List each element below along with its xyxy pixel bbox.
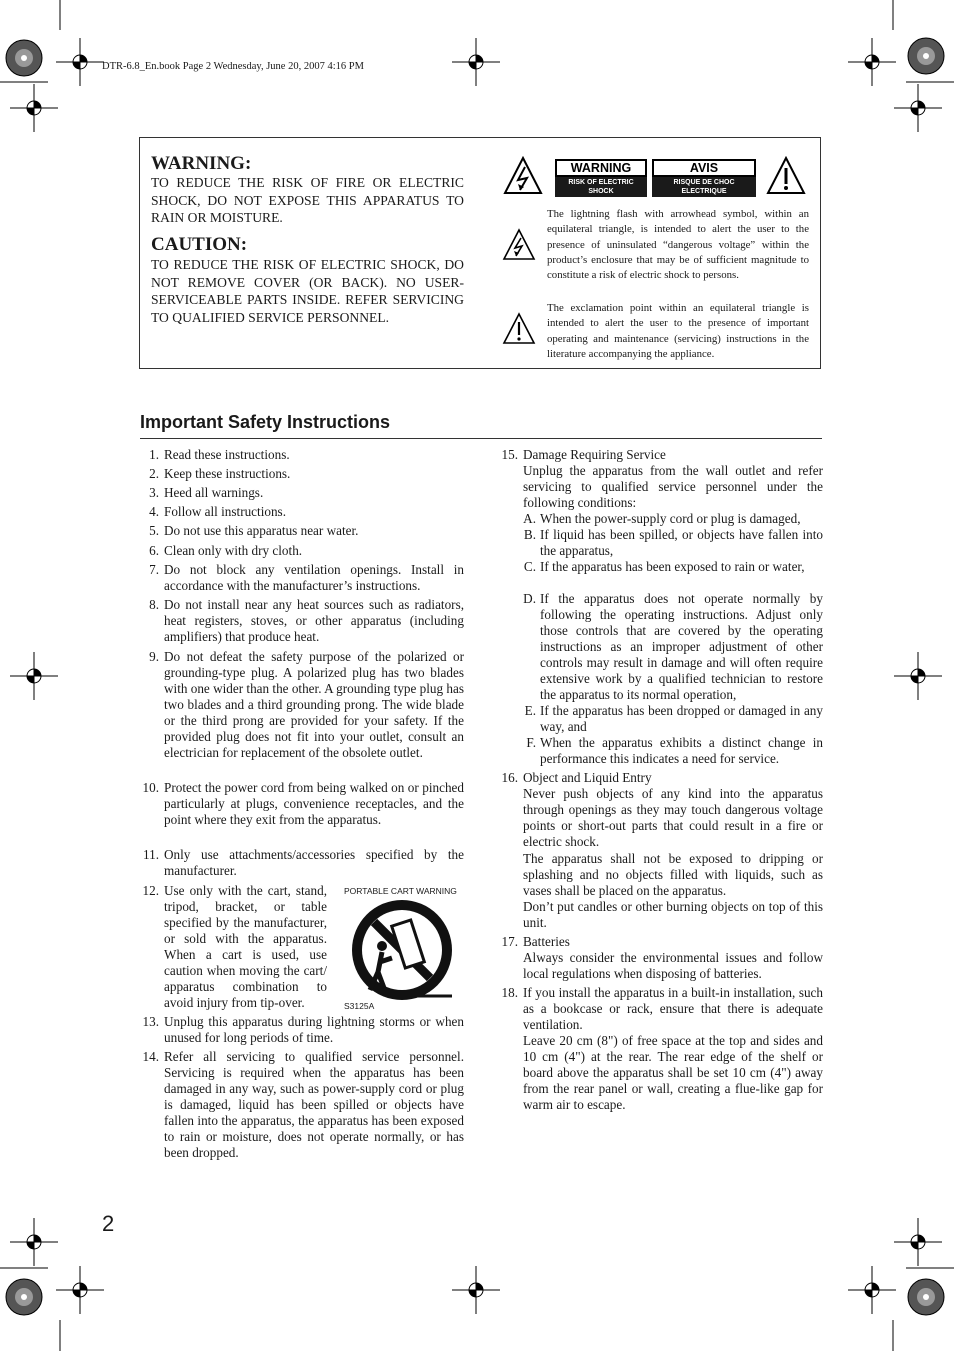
- warning-label-sub1: RISK OF ELECTRIC SHOCK: [568, 179, 634, 195]
- lightning-description: The lightning flash with arrowhead symbol, within an equilateral triangle, is intended to alert the user to the presence of uninsulated “dangerous voltage” within the product’s enclosure that may be of sufficient magnitude to constitute a risk of electric shock to persons.: [547, 208, 809, 282]
- lightning-triangle-icon: [503, 156, 543, 196]
- warning-label-title: WARNING: [555, 159, 647, 177]
- item-15-body: Unplug the apparatus from the wall outlet and refer servicing to qualified service personnel under the following conditions:: [523, 463, 823, 510]
- exclamation-description: The exclamation point within an equilateral triangle is intended to alert the user to the presence of important operating and maintenance (servicing) instructions in the literature accompanying the appliance.: [547, 302, 809, 360]
- item-17-number: 17.: [501, 934, 518, 949]
- sub-item-letter: B.: [523, 527, 536, 542]
- page-number: 2: [102, 1211, 115, 1236]
- lightning-triangle-icon-small: [502, 228, 536, 262]
- cart-warning-label: PORTABLE CART WARNING: [344, 886, 457, 896]
- avis-label-sub2: NE PAS OUVRIR: [676, 197, 732, 204]
- avis-label: [652, 159, 756, 204]
- avis-label-title: AVIS: [652, 159, 756, 177]
- caution-text: TO REDUCE THE RISK OF ELECTRIC SHOCK, DO NOT REMOVE COVER (OR BACK). NO USER-SERVICEABLE PARTS INSIDE. REFER SERVICING TO QUALIFIED SERVICE PERSONNEL.: [151, 257, 464, 325]
- sub-item-text: If the apparatus has been exposed to rain or water,: [540, 559, 805, 574]
- sub-item-text: If the apparatus does not operate normally by following the operating instructions. Adjust only those controls that are covered by the operating instructions as an improper adjustment of other controls may result in damage and will often require extensive work by a qualified technician to restore the apparatus to its normal operation,: [540, 591, 823, 702]
- sub-item-text: When the power-supply cord or plug is damaged,: [540, 511, 801, 526]
- caution-heading: CAUTION:: [151, 234, 248, 255]
- warning-label: [555, 159, 647, 204]
- section-title: Important Safety Instructions: [140, 412, 391, 432]
- sub-item-letter: A.: [523, 511, 536, 526]
- item-18-number: 18.: [501, 985, 518, 1000]
- portable-cart-warning-icon: [348, 900, 458, 1005]
- cart-code: S3125A: [344, 1001, 375, 1011]
- item-18-para1: If you install the apparatus in a built-in installation, such as a bookcase or rack, ensure that there is adequate ventilation.: [523, 985, 823, 1032]
- sub-item-text: If the apparatus has been dropped or damaged in any way, and: [540, 703, 823, 734]
- warning-heading: WARNING:: [151, 153, 252, 174]
- exclamation-triangle-icon-small: [502, 312, 536, 346]
- item-16-para1: Never push objects of any kind into the apparatus through openings as they may touch dangerous voltage points or short-out parts that could result in a fire or electric shock.: [523, 786, 823, 849]
- item-16-para2: The apparatus shall not be exposed to dripping or splashing and no objects filled with liquids, such as vases shall be placed on the apparatus.: [523, 851, 823, 898]
- sub-item-letter: E.: [524, 703, 536, 718]
- item-17-title: Batteries: [523, 934, 570, 949]
- item-15-title: Damage Requiring Service: [523, 447, 666, 462]
- item-15-number: 15.: [501, 447, 518, 462]
- sub-item-text: If liquid has been spilled, or objects have fallen into the apparatus,: [540, 527, 823, 558]
- book-header-line: DTR-6.8_En.book Page 2 Wednesday, June 20, 2007 4:16 PM: [102, 61, 364, 72]
- section-rule: [140, 438, 822, 439]
- item-16-number: 16.: [501, 770, 518, 785]
- item-18-para2: Leave 20 cm (8") of free space at the top and sides and 10 cm (4") at the rear. The rear edge of the shelf or board above the apparatus shall be set 10 cm (4") away from the rear panel or wall, creating a flue-like gap for warm air to escape.: [523, 1033, 823, 1112]
- exclamation-triangle-icon: [766, 156, 806, 196]
- sub-item-letter: F.: [526, 735, 536, 750]
- item-16-title: Object and Liquid Entry: [523, 770, 652, 785]
- sub-item-text: When the apparatus exhibits a distinct change in performance this indicates a need for service.: [540, 735, 823, 766]
- sub-item-letter: C.: [523, 559, 536, 574]
- avis-label-sub1: RISQUE DE CHOC ELECTRIQUE: [673, 179, 735, 195]
- warning-label-sub2: DO NOT OPEN: [576, 197, 626, 204]
- item-16-para3: Don’t put candles or other burning objects on top of this unit.: [523, 899, 823, 930]
- sub-item-letter: D.: [523, 591, 536, 606]
- item-17-body: Always consider the environmental issues and follow local regulations when disposing of batteries.: [523, 950, 823, 981]
- warning-text: TO REDUCE THE RISK OF FIRE OR ELECTRIC SHOCK, DO NOT EXPOSE THIS APPARATUS TO RAIN OR MOISTURE.: [151, 175, 464, 225]
